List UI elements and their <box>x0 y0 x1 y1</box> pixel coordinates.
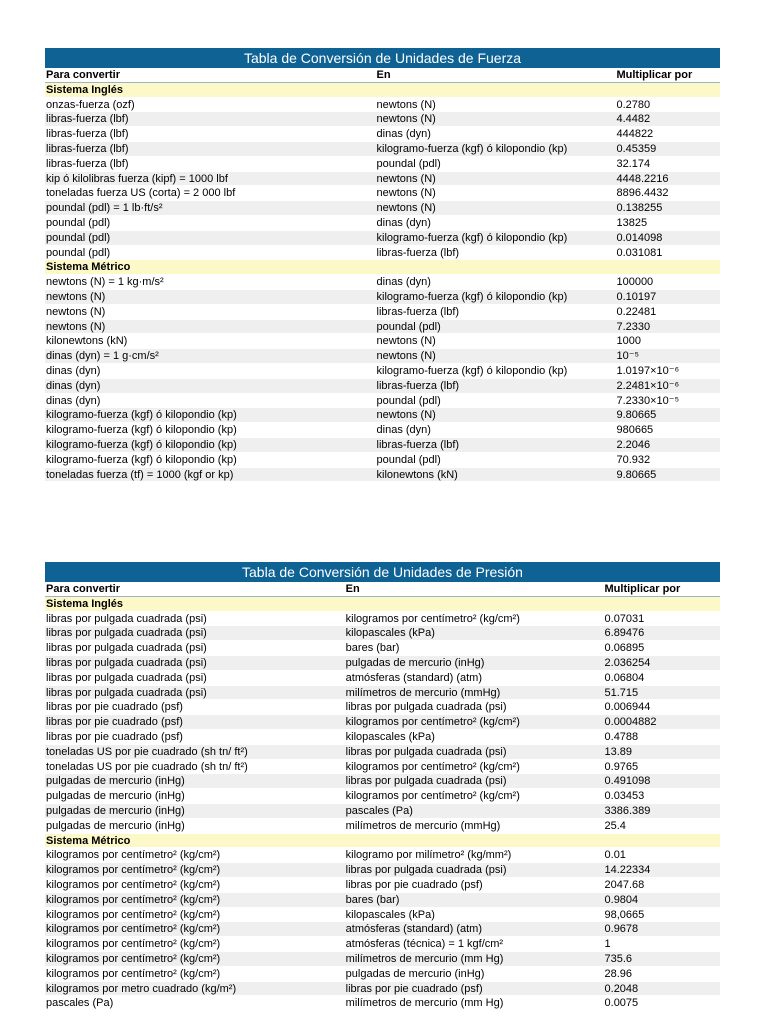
table-row <box>45 334 720 349</box>
to-cell: poundal (pdl) <box>376 157 441 170</box>
from-cell: kilogramos por centímetro² (kg/cm²) <box>46 923 221 936</box>
to-cell: pulgadas de mercurio (inHg) <box>345 967 485 980</box>
table-row <box>45 349 720 364</box>
to-cell: libras por pulgada cuadrada (psi) <box>345 745 507 758</box>
from-cell: kilogramos por metro cuadrado (kg/m²) <box>46 982 237 995</box>
section-header <box>45 597 720 612</box>
from-cell: poundal (pdl) <box>46 216 111 229</box>
to-cell: newtons (N) <box>376 409 436 422</box>
table-row <box>45 379 720 394</box>
from-cell: kilogramo-fuerza (kgf) ó kilopondio (kp) <box>46 453 237 466</box>
table-row <box>45 804 720 819</box>
to-cell: kilonewtons (kN) <box>376 468 458 481</box>
factor-cell: 0.03453 <box>604 790 645 803</box>
factor-cell: 0.006944 <box>604 701 651 714</box>
table-row <box>45 878 720 893</box>
from-cell: dinas (dyn) = 1 g·cm/s² <box>46 350 159 363</box>
to-cell: kilogramo-fuerza (kgf) ó kilopondio (kp) <box>376 290 568 303</box>
to-cell: milímetros de mercurio (mmHg) <box>345 819 501 832</box>
table-header-row <box>45 68 720 83</box>
from-cell: kilogramos por centímetro² (kg/cm²) <box>46 952 221 965</box>
to-cell: dinas (dyn) <box>376 276 431 289</box>
table-row <box>45 848 720 863</box>
section-label: Sistema Métrico <box>46 261 131 274</box>
from-cell: dinas (dyn) <box>46 364 101 377</box>
header-to: En <box>345 583 360 595</box>
factor-cell: 2.036254 <box>604 656 651 669</box>
to-cell: libras-fuerza (lbf) <box>376 246 460 259</box>
table-row <box>45 937 720 952</box>
from-cell: libras por pulgada cuadrada (psi) <box>46 612 207 625</box>
factor-cell: 1000 <box>616 335 641 348</box>
table-row <box>45 98 720 113</box>
from-cell: pascales (Pa) <box>46 997 114 1010</box>
to-cell: kilopascales (kPa) <box>345 730 435 743</box>
from-cell: libras por pulgada cuadrada (psi) <box>46 656 207 669</box>
factor-cell: 0.06804 <box>604 671 645 684</box>
from-cell: kilogramos por centímetro² (kg/cm²) <box>46 938 221 951</box>
section-rows <box>45 612 720 834</box>
header-multiply: Multiplicar por <box>616 69 693 81</box>
to-cell: atmósferas (standard) (atm) <box>345 923 482 936</box>
from-cell: toneladas US por pie cuadrado (sh tn/ ft²) <box>46 745 248 758</box>
to-cell: newtons (N) <box>376 187 436 200</box>
from-cell: newtons (N) = 1 kg·m/s² <box>46 276 164 289</box>
from-cell: dinas (dyn) <box>46 379 101 392</box>
header-multiply: Multiplicar por <box>604 583 681 595</box>
from-cell: kilogramos por centímetro² (kg/cm²) <box>46 908 221 921</box>
table-row <box>45 671 720 686</box>
to-cell: libras por pulgada cuadrada (psi) <box>345 775 507 788</box>
table-row <box>45 819 720 834</box>
pressure-conversion-table <box>45 562 720 1011</box>
table-row <box>45 320 720 335</box>
header-from: Para convertir <box>46 583 120 595</box>
from-cell: kilogramos por centímetro² (kg/cm²) <box>46 893 221 906</box>
factor-cell: 28.96 <box>604 967 633 980</box>
factor-cell: 0.01 <box>604 849 626 862</box>
table-row <box>45 967 720 982</box>
to-cell: milímetros de mercurio (mm Hg) <box>345 997 504 1010</box>
table-row <box>45 789 720 804</box>
factor-cell: 0.10197 <box>616 290 657 303</box>
factor-cell: 9.80665 <box>616 409 657 422</box>
factor-cell: 7.2330 <box>616 320 651 333</box>
to-cell: poundal (pdl) <box>376 394 441 407</box>
table-row <box>45 172 720 187</box>
table-row <box>45 656 720 671</box>
table-row <box>45 863 720 878</box>
to-cell: kilopascales (kPa) <box>345 908 435 921</box>
section-rows <box>45 98 720 261</box>
factor-cell: 14.22334 <box>604 864 651 877</box>
to-cell: libras por pie cuadrado (psf) <box>345 878 483 891</box>
from-cell: libras-fuerza (lbf) <box>46 142 129 155</box>
to-cell: kilogramo-fuerza (kgf) ó kilopondio (kp) <box>376 364 568 377</box>
factor-cell: 735.6 <box>604 952 633 965</box>
from-cell: libras por pulgada cuadrada (psi) <box>46 642 207 655</box>
to-cell: kilogramo-fuerza (kgf) ó kilopondio (kp) <box>376 231 568 244</box>
table-row <box>45 216 720 231</box>
to-cell: libras-fuerza (lbf) <box>376 305 460 318</box>
table-row <box>45 157 720 172</box>
to-cell: kilogramo por milímetro² (kg/mm²) <box>345 849 512 862</box>
section-label: Sistema Inglés <box>46 83 124 96</box>
factor-cell: 0.45359 <box>616 142 657 155</box>
table-row <box>45 686 720 701</box>
to-cell: kilogramos por centímetro² (kg/cm²) <box>345 716 520 729</box>
factor-cell: 0.2048 <box>604 982 639 995</box>
header-to: En <box>376 69 391 81</box>
factor-cell: 0.07031 <box>604 612 645 625</box>
from-cell: kilogramos por centímetro² (kg/cm²) <box>46 878 221 891</box>
from-cell: poundal (pdl) <box>46 231 111 244</box>
from-cell: libras-fuerza (lbf) <box>46 113 129 126</box>
table-title: Tabla de Conversión de Unidades de Presión <box>45 562 720 582</box>
factor-cell: 6.89476 <box>604 627 645 640</box>
to-cell: atmósferas (standard) (atm) <box>345 671 482 684</box>
to-cell: newtons (N) <box>376 202 436 215</box>
from-cell: poundal (pdl) = 1 lb·ft/s² <box>46 202 163 215</box>
table-row <box>45 730 720 745</box>
table-header-row <box>45 582 720 597</box>
section-label: Sistema Métrico <box>46 834 131 847</box>
factor-cell: 9.80665 <box>616 468 657 481</box>
from-cell: kilonewtons (kN) <box>46 335 128 348</box>
table-row <box>45 423 720 438</box>
section-rows <box>45 848 720 1011</box>
table-row <box>45 700 720 715</box>
factor-cell: 7.2330×10⁻⁵ <box>616 394 680 407</box>
from-cell: newtons (N) <box>46 305 106 318</box>
to-cell: milímetros de mercurio (mm Hg) <box>345 952 504 965</box>
section-label: Sistema Inglés <box>46 597 124 610</box>
factor-cell: 0.4788 <box>604 730 639 743</box>
to-cell: libras-fuerza (lbf) <box>376 379 460 392</box>
to-cell: libras por pulgada cuadrada (psi) <box>345 701 507 714</box>
factor-cell: 2047.68 <box>604 878 645 891</box>
to-cell: pascales (Pa) <box>345 804 413 817</box>
to-cell: libras-fuerza (lbf) <box>376 438 460 451</box>
from-cell: pulgadas de mercurio (inHg) <box>46 790 185 803</box>
factor-cell: 4.4482 <box>616 113 651 126</box>
table-row <box>45 201 720 216</box>
table-row <box>45 996 720 1011</box>
from-cell: newtons (N) <box>46 320 106 333</box>
from-cell: toneladas US por pie cuadrado (sh tn/ ft²) <box>46 760 248 773</box>
to-cell: poundal (pdl) <box>376 453 441 466</box>
table-body <box>45 83 720 483</box>
from-cell: poundal (pdl) <box>46 246 111 259</box>
factor-cell: 51.715 <box>604 686 639 699</box>
table-row <box>45 908 720 923</box>
from-cell: toneladas fuerza (tf) = 1000 (kgf or kp) <box>46 468 234 481</box>
table-row <box>45 127 720 142</box>
table-title: Tabla de Conversión de Unidades de Fuerza <box>45 48 720 68</box>
factor-cell: 0.9765 <box>604 760 639 773</box>
force-conversion-table <box>45 48 720 482</box>
from-cell: kilogramo-fuerza (kgf) ó kilopondio (kp) <box>46 438 237 451</box>
from-cell: libras por pie cuadrado (psf) <box>46 716 183 729</box>
from-cell: kilogramo-fuerza (kgf) ó kilopondio (kp) <box>46 424 237 437</box>
section-rows <box>45 275 720 482</box>
table-row <box>45 715 720 730</box>
factor-cell: 0.9804 <box>604 893 639 906</box>
factor-cell: 444822 <box>616 128 654 141</box>
to-cell: newtons (N) <box>376 172 436 185</box>
section-header <box>45 83 720 98</box>
table-row <box>45 952 720 967</box>
table-row <box>45 612 720 627</box>
to-cell: kilopascales (kPa) <box>345 627 435 640</box>
table-row <box>45 394 720 409</box>
from-cell: libras-fuerza (lbf) <box>46 157 129 170</box>
to-cell: libras por pulgada cuadrada (psi) <box>345 864 507 877</box>
factor-cell: 3386.389 <box>604 804 651 817</box>
from-cell: libras por pie cuadrado (psf) <box>46 730 183 743</box>
table-row <box>45 275 720 290</box>
table-row <box>45 408 720 423</box>
table-row <box>45 893 720 908</box>
from-cell: libras por pulgada cuadrada (psi) <box>46 671 207 684</box>
factor-cell: 100000 <box>616 276 654 289</box>
section-header <box>45 834 720 849</box>
table-row <box>45 112 720 127</box>
table-row <box>45 142 720 157</box>
factor-cell: 0.031081 <box>616 246 663 259</box>
to-cell: dinas (dyn) <box>376 216 431 229</box>
from-cell: pulgadas de mercurio (inHg) <box>46 819 185 832</box>
factor-cell: 32.174 <box>616 157 651 170</box>
table-row <box>45 982 720 997</box>
to-cell: kilogramos por centímetro² (kg/cm²) <box>345 760 520 773</box>
to-cell: pulgadas de mercurio (inHg) <box>345 656 485 669</box>
table-row <box>45 290 720 305</box>
factor-cell: 0.9678 <box>604 923 639 936</box>
from-cell: libras por pie cuadrado (psf) <box>46 701 183 714</box>
factor-cell: 70.932 <box>616 453 651 466</box>
table-row <box>45 453 720 468</box>
to-cell: newtons (N) <box>376 98 436 111</box>
to-cell: bares (bar) <box>345 642 400 655</box>
factor-cell: 1 <box>604 938 611 951</box>
from-cell: newtons (N) <box>46 290 106 303</box>
from-cell: kilogramos por centímetro² (kg/cm²) <box>46 967 221 980</box>
table-row <box>45 186 720 201</box>
factor-cell: 0.22481 <box>616 305 657 318</box>
from-cell: dinas (dyn) <box>46 394 101 407</box>
table-row <box>45 760 720 775</box>
table-row <box>45 745 720 760</box>
factor-cell: 13825 <box>616 216 648 229</box>
table-row <box>45 774 720 789</box>
to-cell: dinas (dyn) <box>376 128 431 141</box>
from-cell: kilogramos por centímetro² (kg/cm²) <box>46 864 221 877</box>
from-cell: kilogramos por centímetro² (kg/cm²) <box>46 849 221 862</box>
factor-cell: 2.2481×10⁻⁶ <box>616 379 680 392</box>
factor-cell: 0.138255 <box>616 202 663 215</box>
to-cell: poundal (pdl) <box>376 320 441 333</box>
factor-cell: 2.2046 <box>616 438 651 451</box>
from-cell: pulgadas de mercurio (inHg) <box>46 775 185 788</box>
from-cell: onzas-fuerza (ozf) <box>46 98 135 111</box>
factor-cell: 0.014098 <box>616 231 663 244</box>
from-cell: pulgadas de mercurio (inHg) <box>46 804 185 817</box>
to-cell: kilogramos por centímetro² (kg/cm²) <box>345 612 520 625</box>
factor-cell: 98,0665 <box>604 908 645 921</box>
table-body <box>45 597 720 1011</box>
table-row <box>45 246 720 261</box>
factor-cell: 0.0004882 <box>604 716 657 729</box>
factor-cell: 980665 <box>616 424 654 437</box>
from-cell: libras por pulgada cuadrada (psi) <box>46 686 207 699</box>
to-cell: atmósferas (técnica) = 1 kgf/cm² <box>345 938 504 951</box>
factor-cell: 8896.4432 <box>616 187 669 200</box>
table-row <box>45 641 720 656</box>
from-cell: libras-fuerza (lbf) <box>46 128 129 141</box>
factor-cell: 25.4 <box>604 819 626 832</box>
table-row <box>45 438 720 453</box>
table-row <box>45 626 720 641</box>
factor-cell: 1.0197×10⁻⁶ <box>616 364 680 377</box>
from-cell: toneladas fuerza US (corta) = 2 000 lbf <box>46 187 236 200</box>
to-cell: kilogramos por centímetro² (kg/cm²) <box>345 790 520 803</box>
to-cell: newtons (N) <box>376 113 436 126</box>
factor-cell: 10⁻⁵ <box>616 350 640 363</box>
table-row <box>45 922 720 937</box>
to-cell: kilogramo-fuerza (kgf) ó kilopondio (kp) <box>376 142 568 155</box>
factor-cell: 13.89 <box>604 745 633 758</box>
factor-cell: 0.0075 <box>604 997 639 1010</box>
to-cell: newtons (N) <box>376 335 436 348</box>
header-from: Para convertir <box>46 69 120 81</box>
factor-cell: 0.06895 <box>604 642 645 655</box>
factor-cell: 0.2780 <box>616 98 651 111</box>
to-cell: dinas (dyn) <box>376 424 431 437</box>
factor-cell: 4448.2216 <box>616 172 669 185</box>
table-row <box>45 468 720 483</box>
table-row <box>45 305 720 320</box>
from-cell: kip ó kilolibras fuerza (kipf) = 1000 lbf <box>46 172 228 185</box>
table-row <box>45 364 720 379</box>
section-header <box>45 260 720 275</box>
factor-cell: 0.491098 <box>604 775 651 788</box>
to-cell: bares (bar) <box>345 893 400 906</box>
to-cell: newtons (N) <box>376 350 436 363</box>
from-cell: libras por pulgada cuadrada (psi) <box>46 627 207 640</box>
to-cell: libras por pie cuadrado (psf) <box>345 982 483 995</box>
table-row <box>45 231 720 246</box>
to-cell: milímetros de mercurio (mmHg) <box>345 686 501 699</box>
from-cell: kilogramo-fuerza (kgf) ó kilopondio (kp) <box>46 409 237 422</box>
